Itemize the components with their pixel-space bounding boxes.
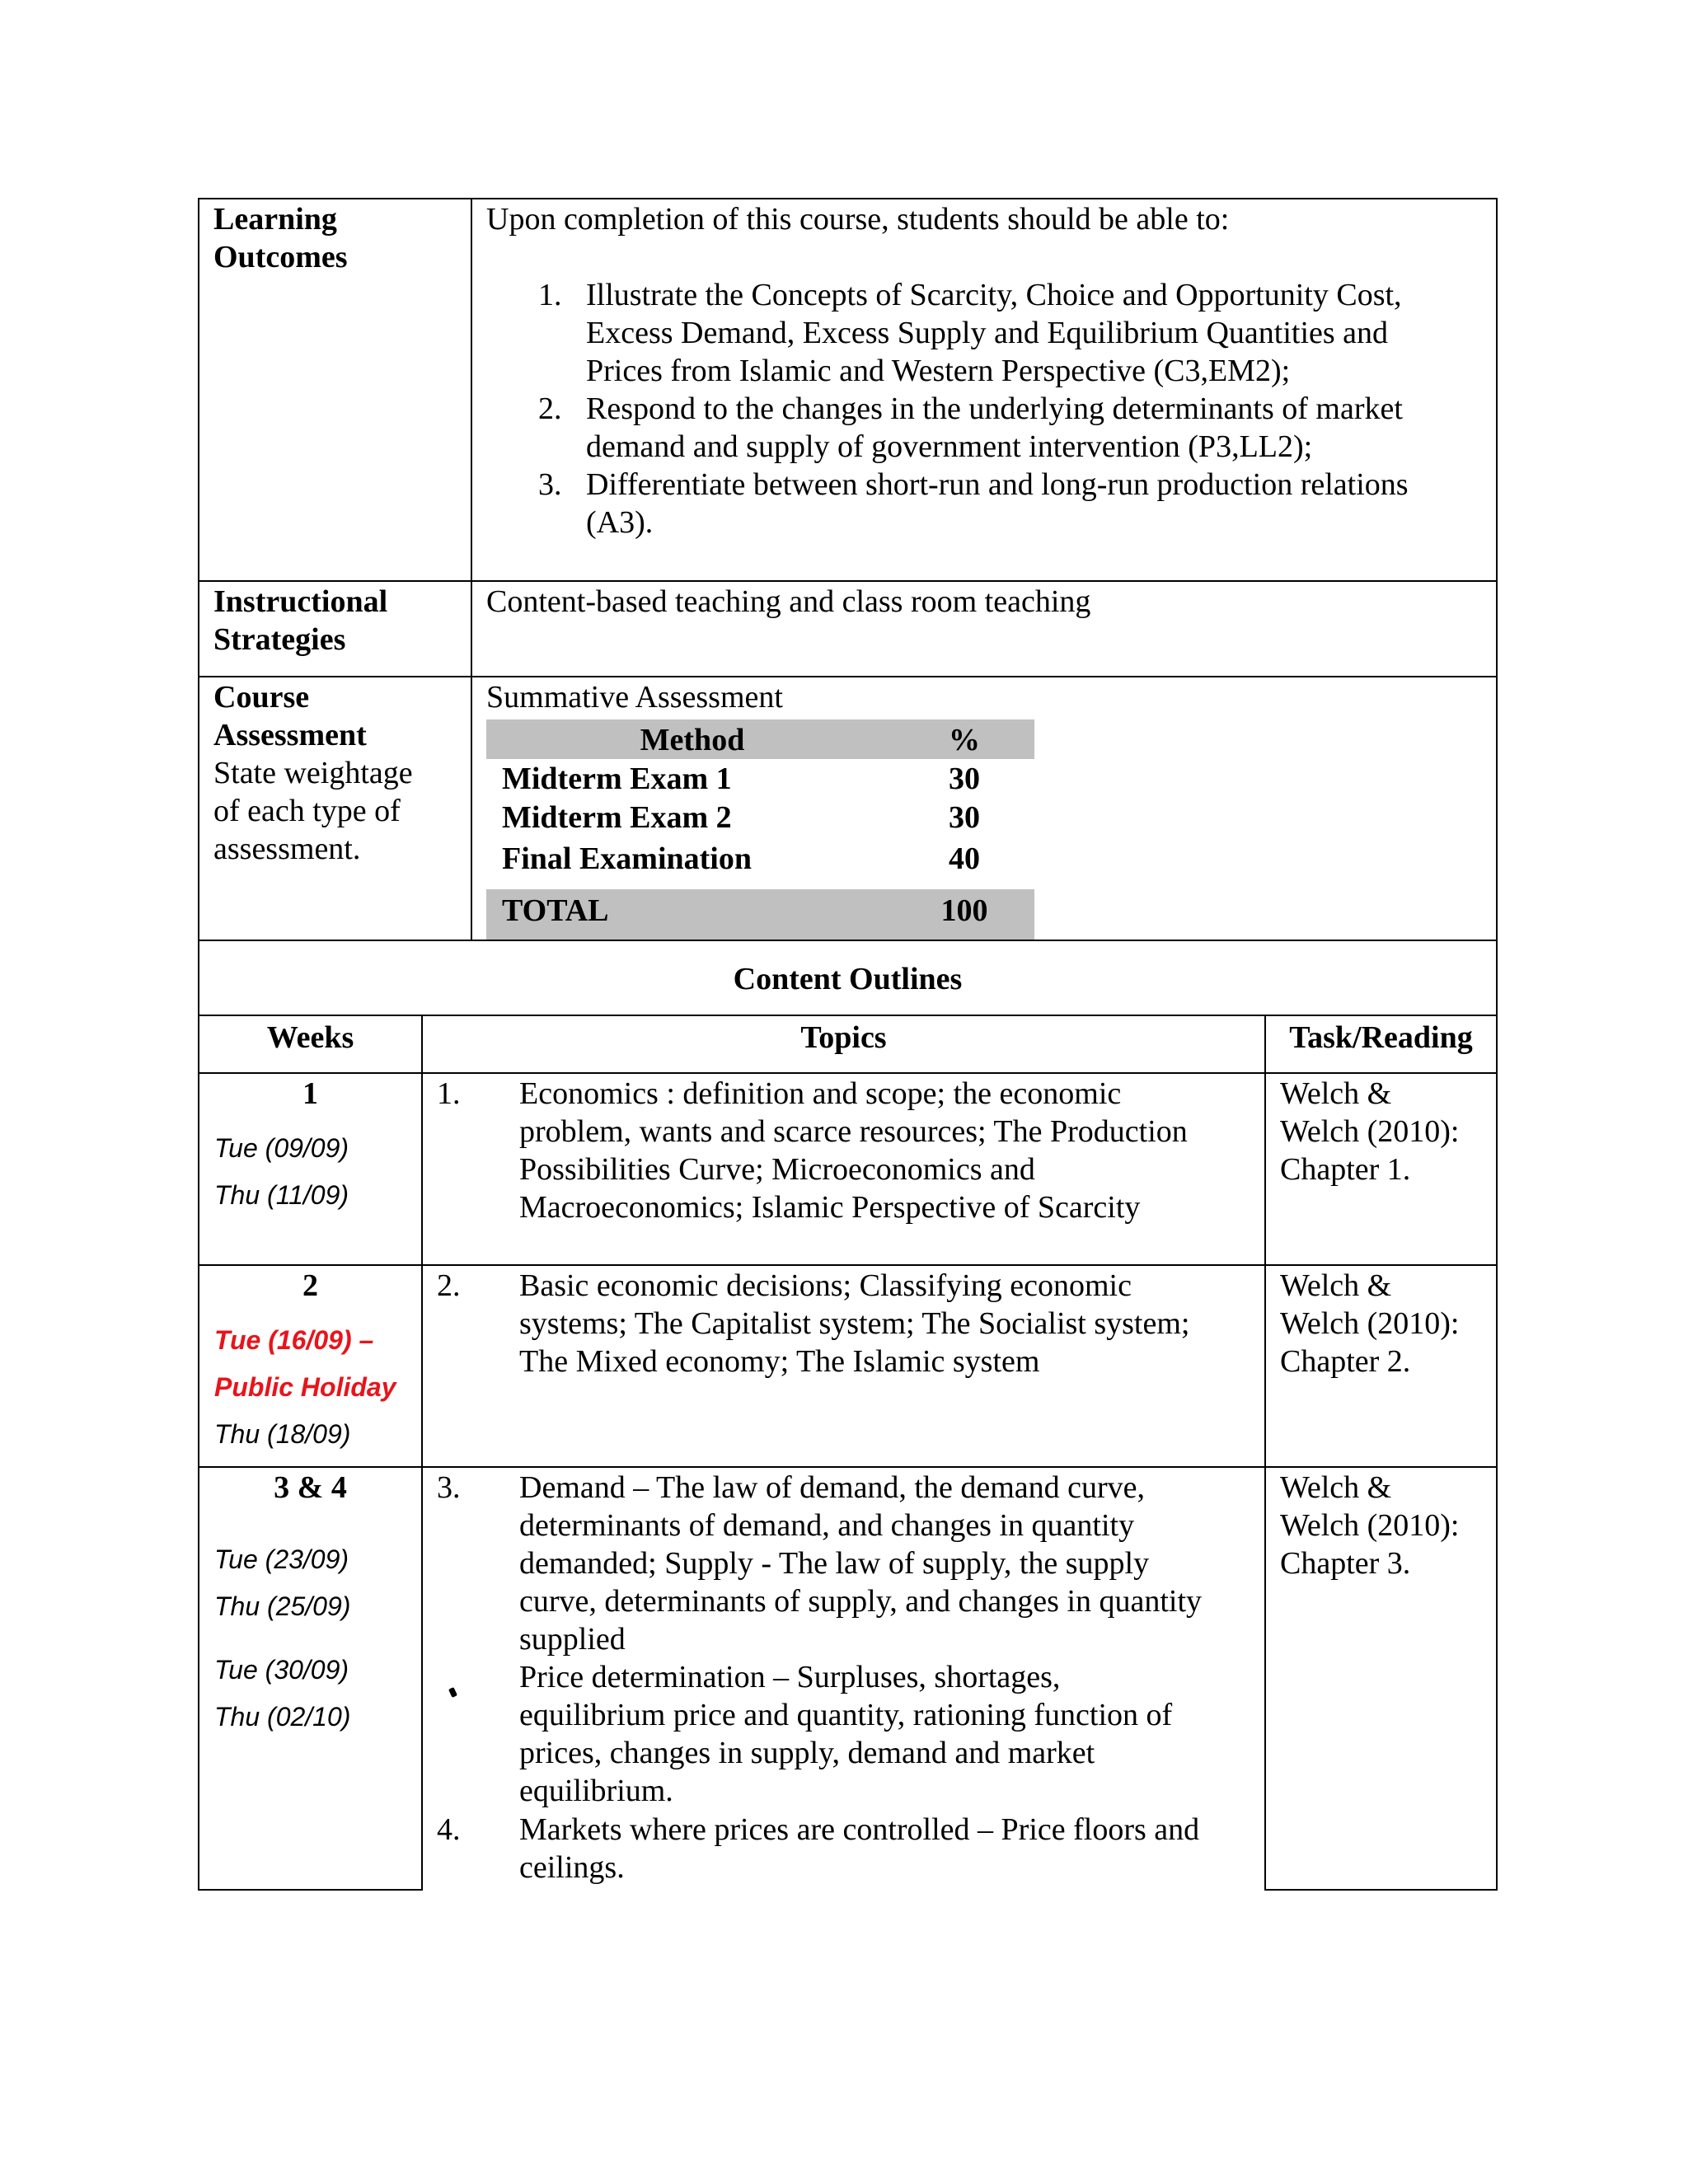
- topic-number: 3.: [437, 1470, 461, 1505]
- learning-outcomes-intro: Upon completion of this course, students should be able to:: [486, 202, 1230, 237]
- week2-holiday-line-1: Tue (16/09) –: [214, 1325, 374, 1355]
- summative-assessment-heading: Summative Assessment: [486, 680, 783, 715]
- weeks-header: Weeks: [266, 1020, 354, 1055]
- course-assessment-label: Course Assessment State weightage of each type of assessment.: [213, 680, 413, 866]
- assessment-col-method: Method: [640, 723, 745, 757]
- week2-date: Thu (18/09): [214, 1419, 351, 1449]
- week1-date-1: Tue (09/09): [214, 1133, 349, 1163]
- week2-reading: Welch & Welch (2010): Chapter 2.: [1280, 1268, 1460, 1379]
- assessment-total-label: TOTAL: [502, 893, 609, 928]
- outcome-number: 2.: [538, 391, 562, 426]
- week34-date-1: Tue (23/09): [214, 1544, 349, 1574]
- instructional-strategies-text: Content-based teaching and class room teaching: [486, 584, 1091, 619]
- assessment-method: Midterm Exam 1: [502, 762, 732, 796]
- assessment-total-value: 100: [940, 893, 988, 928]
- outcome-number: 3.: [538, 467, 562, 502]
- topics-header: Topics: [800, 1020, 887, 1055]
- week2-number: 2: [302, 1268, 318, 1303]
- assessment-col-percent: %: [949, 723, 980, 757]
- assessment-percent: 30: [949, 762, 980, 796]
- week1-date-2: Thu (11/09): [214, 1180, 349, 1210]
- row-divider-2: [198, 676, 1498, 677]
- week34-topic4-text: Markets where prices are controlled – Price floors and ceilings.: [519, 1812, 1200, 1885]
- topic-number: 1.: [437, 1076, 461, 1111]
- topic-number: 4.: [437, 1812, 461, 1847]
- week2-holiday-line-2: Public Holiday: [214, 1372, 396, 1402]
- week1-reading: Welch & Welch (2010): Chapter 1.: [1280, 1076, 1460, 1187]
- week34-number: 3 & 4: [274, 1470, 347, 1505]
- bullet-mark: [448, 1687, 457, 1698]
- outcome-text: Illustrate the Concepts of Scarcity, Choice and Opportunity Cost, Excess Demand, Excess Supply and Equilibrium Quantities and Prices from Islamic and Western Perspective (C3,EM2);: [586, 278, 1402, 388]
- topic-number: 2.: [437, 1268, 461, 1303]
- assessment-percent: 40: [949, 841, 980, 876]
- week34-reading: Welch & Welch (2010): Chapter 3.: [1280, 1470, 1460, 1581]
- outcome-number: 1.: [538, 278, 562, 312]
- instructional-strategies-label: Instructional Strategies: [213, 584, 388, 657]
- week1-number: 1: [302, 1076, 318, 1111]
- week34-topic3-text: Demand – The law of demand, the demand curve, determinants of demand, and changes in quantity demanded; Supply - The law of supply, the supply curve, determinants of supply, and changes in quantity supplied Price determination – Surpluses, shortages, equilibrium price and quantity, rationing function of prices, changes in supply, demand and market equilibrium.: [519, 1470, 1203, 1808]
- assessment-method: Midterm Exam 2: [502, 800, 732, 835]
- week34-date-3: Tue (30/09): [214, 1655, 349, 1685]
- assessment-method: Final Examination: [502, 841, 752, 876]
- outcome-text: Differentiate between short-run and long-run production relations (A3).: [586, 467, 1409, 540]
- week2-topic-text: Basic economic decisions; Classifying economic systems; The Capitalist system; The Socialist system; The Mixed economy; The Islamic system: [519, 1268, 1190, 1379]
- assessment-percent: 30: [949, 800, 980, 835]
- outcome-text: Respond to the changes in the underlying determinants of market demand and supply of government intervention (P3,LL2);: [586, 391, 1403, 464]
- top-table-divider: [471, 198, 472, 941]
- content-outlines-title: Content Outlines: [733, 962, 963, 996]
- week1-topic-text: Economics : definition and scope; the economic problem, wants and scarce resources; The Production Possibilities Curve; Microeconomics and Macroeconomics; Islamic Perspective of Scarcity: [519, 1076, 1188, 1225]
- learning-outcomes-label: Learning Outcomes: [213, 202, 348, 274]
- week34-date-2: Thu (25/09): [214, 1591, 351, 1621]
- row-divider-1: [198, 580, 1498, 582]
- week34-topics-top-border: [421, 1466, 1266, 1468]
- task-reading-header: Task/Reading: [1289, 1020, 1473, 1055]
- week34-date-4: Thu (02/10): [214, 1702, 351, 1732]
